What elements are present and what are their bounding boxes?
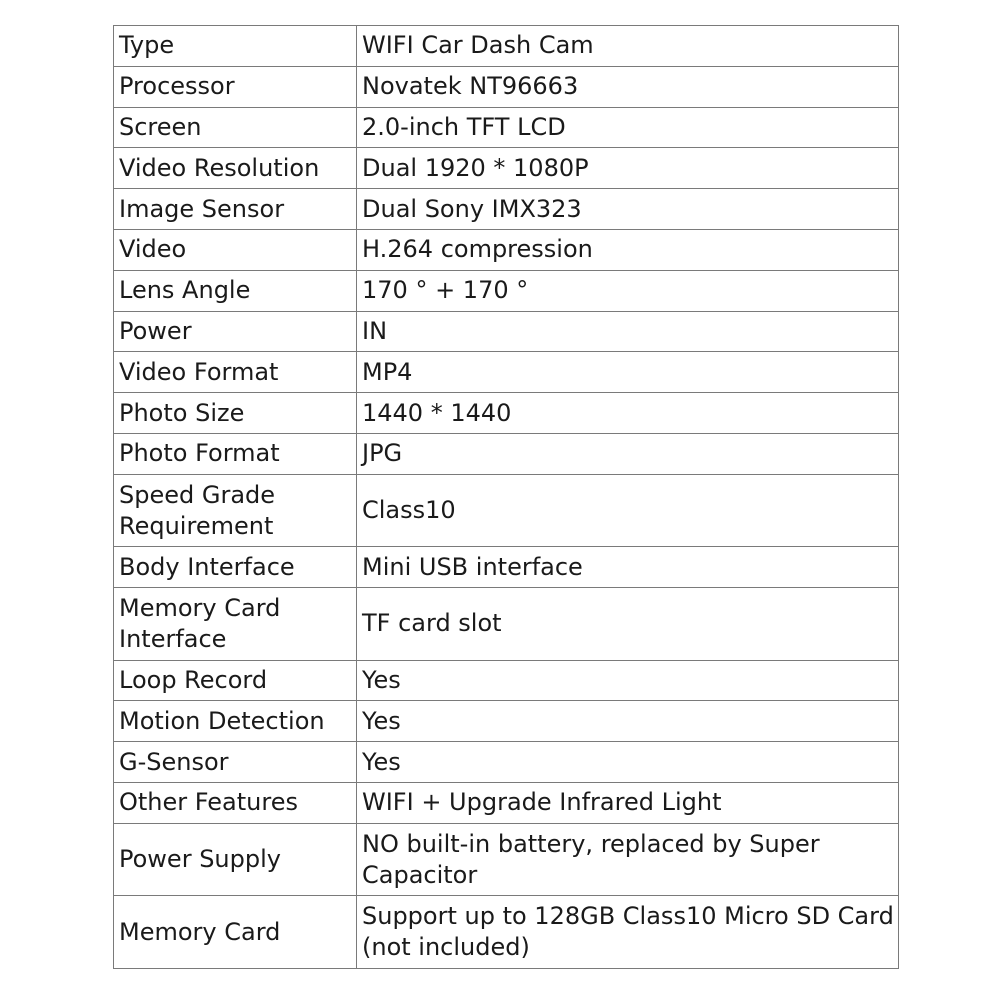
table-row bbox=[114, 474, 899, 547]
table-row bbox=[114, 352, 899, 393]
table-row bbox=[114, 393, 899, 434]
spec-label: Type bbox=[114, 26, 357, 67]
table-row bbox=[114, 823, 899, 896]
spec-value: 170 ° + 170 ° bbox=[357, 270, 899, 311]
table-row bbox=[114, 547, 899, 588]
spec-label: Body Interface bbox=[114, 547, 357, 588]
spec-value: 2.0-inch TFT LCD bbox=[357, 107, 899, 148]
spec-value: MP4 bbox=[357, 352, 899, 393]
spec-label: Screen bbox=[114, 107, 357, 148]
table-row bbox=[114, 148, 899, 189]
spec-value: NO built-in battery, replaced by Super Capacitor bbox=[357, 823, 899, 896]
spec-value: H.264 compression bbox=[357, 229, 899, 270]
spec-value: Yes bbox=[357, 660, 899, 701]
spec-label: Video bbox=[114, 229, 357, 270]
spec-value: Yes bbox=[357, 701, 899, 742]
spec-label: Lens Angle bbox=[114, 270, 357, 311]
spec-table bbox=[113, 25, 899, 969]
spec-label: Photo Format bbox=[114, 433, 357, 474]
spec-value: Yes bbox=[357, 742, 899, 783]
spec-label: Power Supply bbox=[114, 823, 357, 896]
spec-value: Novatek NT96663 bbox=[357, 66, 899, 107]
spec-value: Dual 1920 * 1080P bbox=[357, 148, 899, 189]
spec-label: Photo Size bbox=[114, 393, 357, 434]
spec-label: Power bbox=[114, 311, 357, 352]
spec-value: JPG bbox=[357, 433, 899, 474]
spec-value: WIFI + Upgrade Infrared Light bbox=[357, 782, 899, 823]
table-row bbox=[114, 270, 899, 311]
spec-label: Loop Record bbox=[114, 660, 357, 701]
spec-value: Mini USB interface bbox=[357, 547, 899, 588]
spec-label: Other Features bbox=[114, 782, 357, 823]
spec-value: Dual Sony IMX323 bbox=[357, 189, 899, 230]
table-row bbox=[114, 189, 899, 230]
spec-value: TF card slot bbox=[357, 588, 899, 661]
table-row bbox=[114, 107, 899, 148]
table-row bbox=[114, 742, 899, 783]
spec-value: Class10 bbox=[357, 474, 899, 547]
spec-label: Memory Card Interface bbox=[114, 588, 357, 661]
spec-label: Image Sensor bbox=[114, 189, 357, 230]
table-row bbox=[114, 660, 899, 701]
spec-value: 1440 * 1440 bbox=[357, 393, 899, 434]
table-row bbox=[114, 782, 899, 823]
table-row bbox=[114, 433, 899, 474]
spec-label: G-Sensor bbox=[114, 742, 357, 783]
table-row bbox=[114, 896, 899, 969]
spec-value: WIFI Car Dash Cam bbox=[357, 26, 899, 67]
spec-value: IN bbox=[357, 311, 899, 352]
spec-label: Video Resolution bbox=[114, 148, 357, 189]
spec-label: Speed Grade Requirement bbox=[114, 474, 357, 547]
table-row bbox=[114, 701, 899, 742]
table-row bbox=[114, 588, 899, 661]
spec-label: Video Format bbox=[114, 352, 357, 393]
spec-label: Processor bbox=[114, 66, 357, 107]
table-row bbox=[114, 26, 899, 67]
table-row bbox=[114, 311, 899, 352]
spec-value: Support up to 128GB Class10 Micro SD Card (not included) bbox=[357, 896, 899, 969]
table-row bbox=[114, 229, 899, 270]
table-row bbox=[114, 66, 899, 107]
spec-label: Memory Card bbox=[114, 896, 357, 969]
spec-label: Motion Detection bbox=[114, 701, 357, 742]
